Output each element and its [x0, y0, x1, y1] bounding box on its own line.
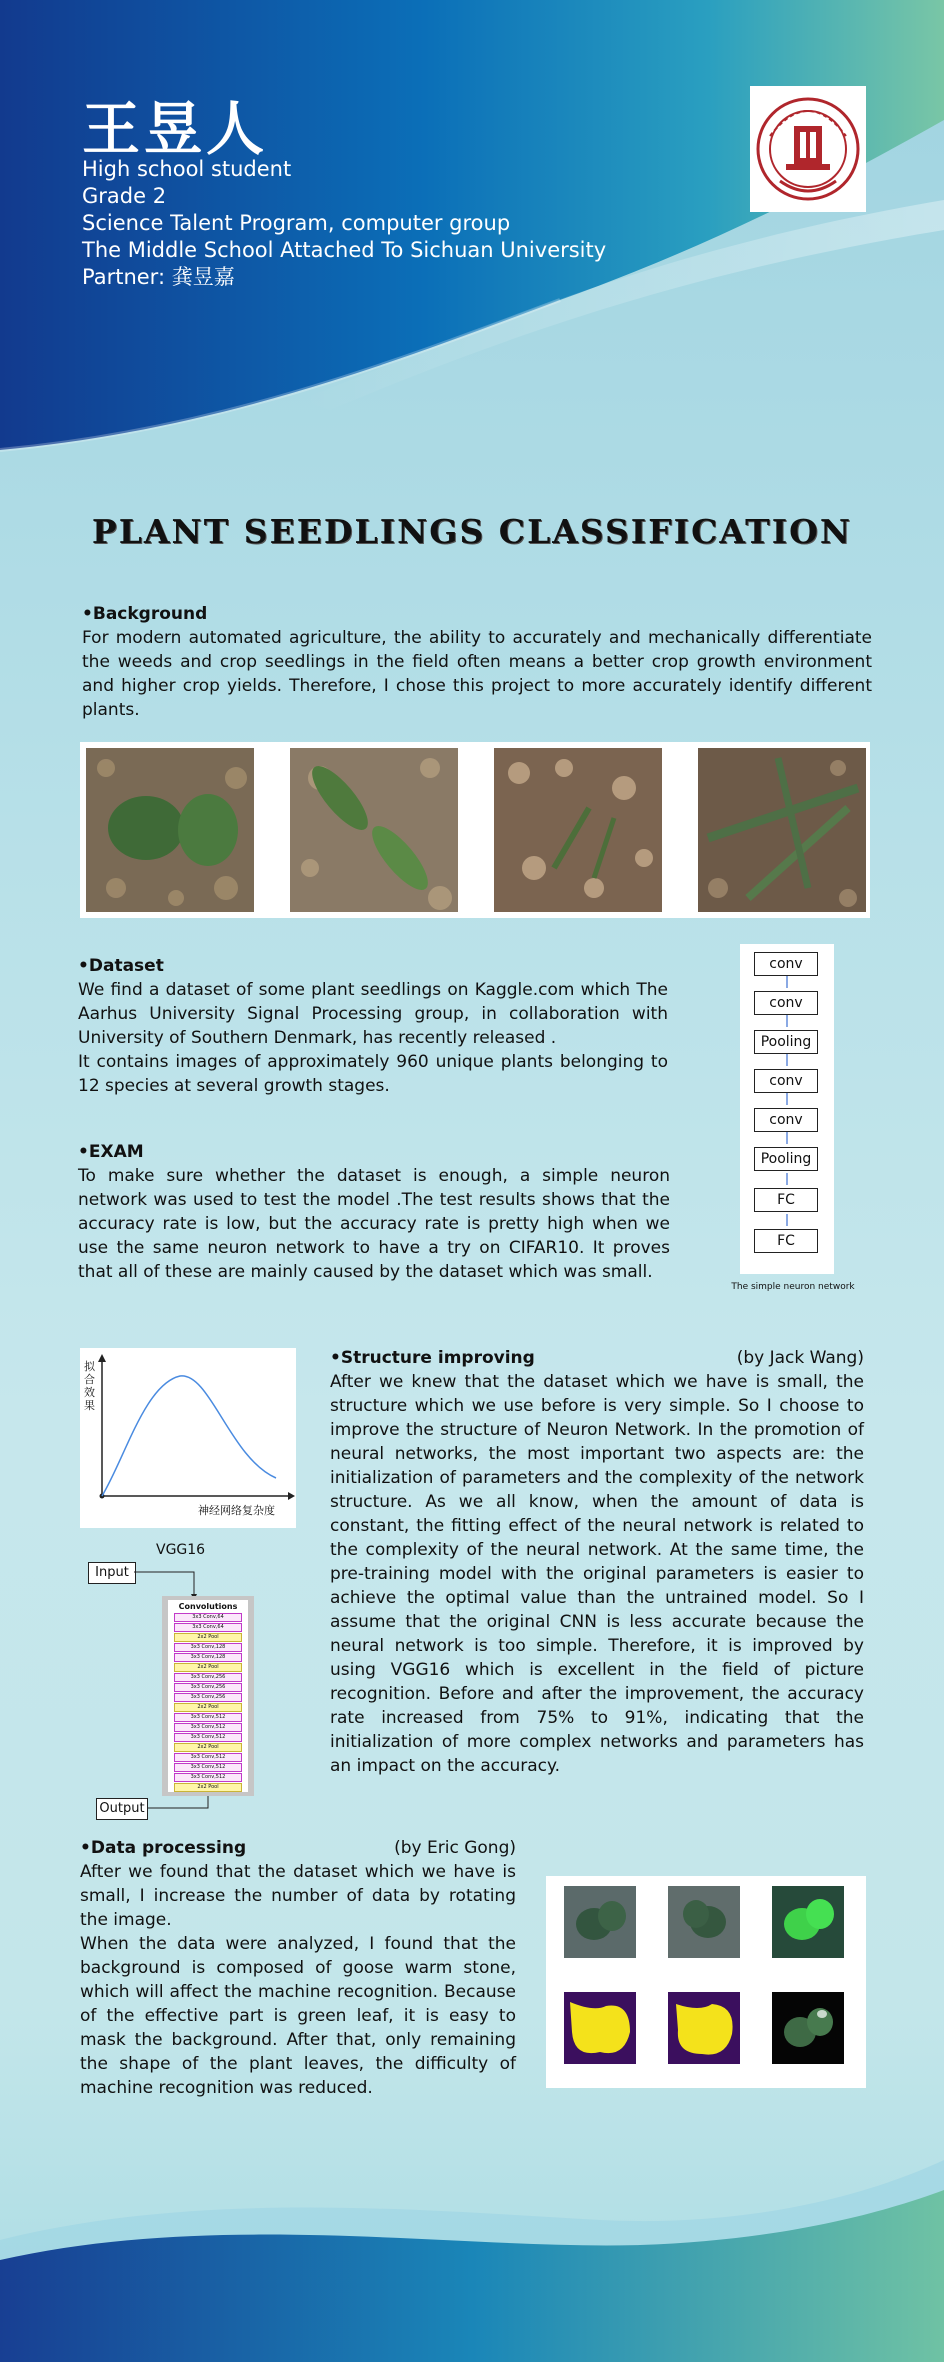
- layer-box: conv: [754, 1069, 818, 1093]
- vgg-layer-row: 3x3 Conv,64: [174, 1623, 242, 1632]
- processing-section: [80, 1838, 516, 2100]
- structure-text: After we knew that the dataset which we have is small, the structure which we use before is very simple. So I choose to improve the structure of Neuron Network. In the promotion of neural networks, the most important two aspects are: the initialization of parameters and the complexity of the network structure. As we all know, when the amount of data is constant, the fitting effect of the neural network is related to the complexity of the neural network. At the same time, the pre-training model with the original parameters is easier to achieve the optimal value than the untrained model. So I assume that the original CNN is less accurate because the neural network is too simple. Therefore, it is improved by using VGG16 which is excellent in the field of picture recognition. Before and after the improvement, the accuracy rate increased from 75% to 91%, indicating that the initialization of more complex networks and parameters has an impact on the accuracy.: [330, 1372, 864, 1776]
- vgg-layer-row: 3x3 Conv,512: [174, 1723, 242, 1732]
- layer-box: Pooling: [754, 1147, 818, 1171]
- rotated-image: [668, 1886, 740, 1958]
- exam-heading: •EXAM: [78, 1142, 144, 1162]
- layer-box: FC: [754, 1188, 818, 1212]
- mask-image: [564, 1992, 636, 2064]
- info-line: Science Talent Program, computer group: [82, 211, 511, 235]
- vgg-layer-row: 3x3 Conv,256: [174, 1673, 242, 1682]
- vgg16-diagram: [82, 1540, 282, 1830]
- masked-leaf-image: [772, 1992, 844, 2064]
- processing-text: When the data were analyzed, I found that the background is composed of goose warm stone, which will affect the machine recognition. Because of the effective part is green leaf, it is easy to mask the background. After that, only remaining the shape of the plant leaves, the difficulty of machine recognition was reduced.: [80, 1934, 516, 2098]
- simple-network-diagram: [740, 944, 834, 1274]
- info-line: The Middle School Attached To Sichuan University: [82, 238, 607, 262]
- vgg-layer-row: 2x2 Pool: [174, 1703, 242, 1712]
- student-name: 王昱人: [82, 95, 269, 163]
- curve-ylabel: 拟合效果: [84, 1360, 95, 1412]
- complexity-curve-chart: [80, 1348, 296, 1528]
- curve-xlabel: 神经网络复杂度: [198, 1504, 275, 1517]
- structure-heading: •Structure improving: [330, 1348, 535, 1368]
- vgg-output-box: Output: [96, 1798, 148, 1820]
- info-line: Grade 2: [82, 184, 167, 208]
- layer-box: conv: [754, 952, 818, 976]
- student-info: [82, 156, 606, 291]
- background-text: For modern automated agriculture, the ability to accurately and mechanically differentiate the weeds and crop seedlings in the field often means a better crop growth environment and higher crop yields. Therefore, I chose this project to more accurately identify different plants.: [82, 628, 872, 720]
- background-heading: •Background: [82, 604, 208, 624]
- vgg-layer-row: 2x2 Pool: [174, 1633, 242, 1642]
- network-caption: The simple neuron network: [731, 1282, 855, 1292]
- processing-text: After we found that the dataset which we have is small, I increase the number of data by rotating the image.: [80, 1862, 516, 1930]
- vgg-layer-row: 3x3 Conv,64: [174, 1613, 242, 1622]
- school-logo: [750, 86, 866, 212]
- green-enhanced-image: [772, 1886, 844, 1958]
- seedling-photo-strip: [80, 742, 870, 918]
- vgg-layer-row: 3x3 Conv,128: [174, 1653, 242, 1662]
- info-line: Partner: 龚昱嘉: [82, 265, 235, 289]
- vgg-conv-stack: [162, 1596, 254, 1796]
- seedling-photo: [290, 748, 458, 912]
- vgg-label: VGG16: [156, 1542, 206, 1558]
- exam-text: To make sure whether the dataset is enough, a simple neuron network was used to test the model .The test results shows that the accuracy rate is low, but the accuracy rate is pretty high when we use the same neuron network to have a try on CIFAR10. It proves that all of these are mainly caused by the dataset which was small.: [78, 1166, 670, 1282]
- structure-section: [330, 1348, 864, 1778]
- layer-box: conv: [754, 991, 818, 1015]
- layer-box: FC: [754, 1229, 818, 1253]
- seedling-photo: [494, 748, 662, 912]
- dataset-text: It contains images of approximately 960 unique plants belonging to 12 species at several growth stages.: [78, 1052, 668, 1096]
- processing-author: (by Eric Gong): [394, 1838, 516, 1858]
- structure-author: (by Jack Wang): [736, 1348, 864, 1368]
- processing-image-grid: [546, 1876, 866, 2088]
- vgg-layer-row: 3x3 Conv,256: [174, 1693, 242, 1702]
- mask-image: [668, 1992, 740, 2064]
- layer-box: Pooling: [754, 1030, 818, 1054]
- original-image: [564, 1886, 636, 1958]
- vgg-layer-row: 2x2 Pool: [174, 1663, 242, 1672]
- vgg-layer-row: 3x3 Conv,512: [174, 1713, 242, 1722]
- dataset-heading: •Dataset: [78, 956, 164, 976]
- layer-box: conv: [754, 1108, 818, 1132]
- vgg-layer-row: 3x3 Conv,512: [174, 1763, 242, 1772]
- vgg-layer-row: 2x2 Pool: [174, 1783, 242, 1792]
- vgg-layer-row: 3x3 Conv,512: [174, 1753, 242, 1762]
- seedling-photo: [698, 748, 866, 912]
- seedling-photo: [86, 748, 254, 912]
- processing-heading: •Data processing: [80, 1838, 247, 1858]
- footer-wave: [0, 2150, 944, 2362]
- info-line: High school student: [82, 157, 292, 181]
- vgg-layer-row: 3x3 Conv,512: [174, 1773, 242, 1782]
- vgg-block-title: Convolutions: [178, 1602, 238, 1611]
- vgg-layer-row: 3x3 Conv,128: [174, 1643, 242, 1652]
- poster-title: PLANT SEEDLINGS CLASSIFICATION: [91, 512, 853, 551]
- vgg-layer-row: 3x3 Conv,256: [174, 1683, 242, 1692]
- vgg-input-box: Input: [88, 1562, 136, 1584]
- dataset-text: We find a dataset of some plant seedlings on Kaggle.com which The Aarhus University Signal Processing group, in collaboration with University of Southern Denmark, has recently released .: [78, 980, 668, 1048]
- vgg-layer-row: 3x3 Conv,512: [174, 1733, 242, 1742]
- vgg-layer-row: 2x2 Pool: [174, 1743, 242, 1752]
